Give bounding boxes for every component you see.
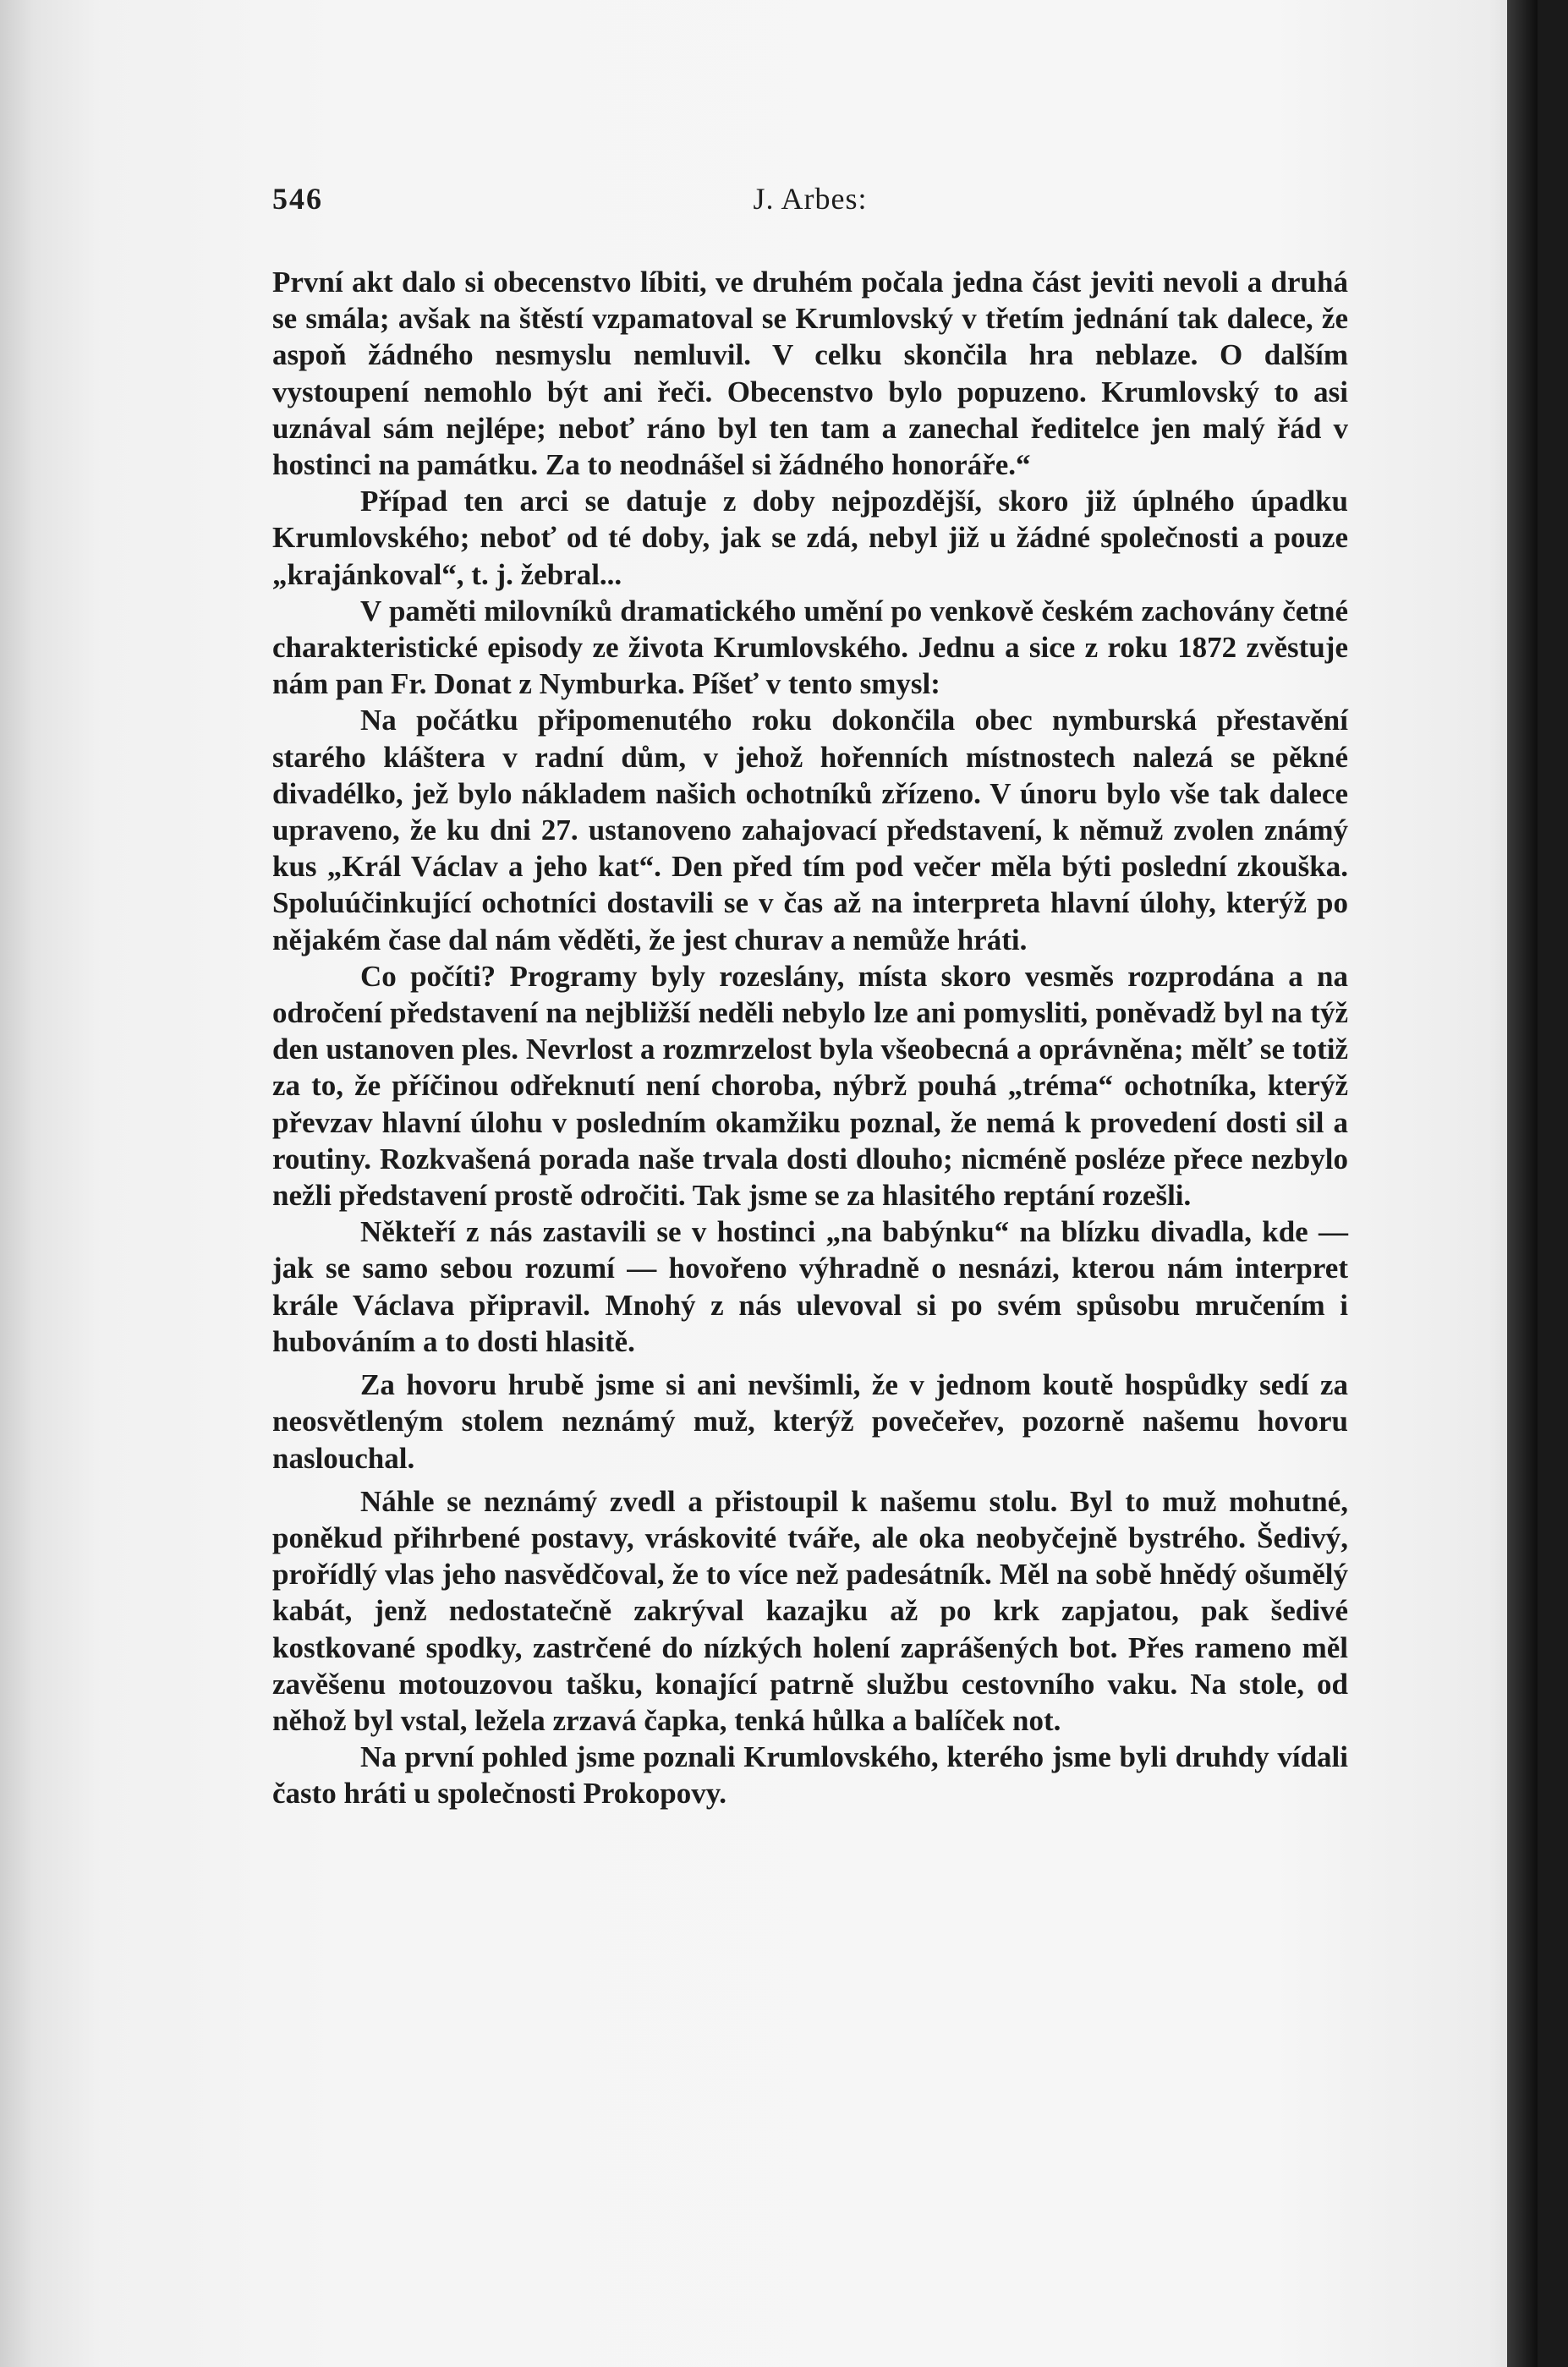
page-header	[272, 181, 1348, 232]
paragraph: Někteří z nás zastavili se v hostinci „na babýnku“ na blízku divadla, kde — jak se samo sebou rozumí — hovořeno výhradně o nesnázi, kterou nám interpret krále Václava připravil. Mnohý z nás ulevoval si po svém spůsobu mručením i hubováním a to dosti hlasitě.	[272, 1215, 1348, 1358]
paragraph: Za hovoru hrubě jsme si ani nevšimli, že v jednom koutě hospůdky sedí za neosvětleným stolem neznámý muž, kterýž povečeřev, pozorně našemu hovoru naslouchal.	[272, 1368, 1348, 1475]
paragraph: Co počíti? Programy byly rozeslány, místa skoro vesměs rozprodána a na odročení představení na nejbližší neděli nebylo lze ani pomysliti, poněvadž byl na týž den ustanoven ples. Nevrlost a rozmrzelost byla všeobecná a oprávněna; mělť se totiž za to, že příčinou odřeknutí není choroba, nýbrž pouhá „tréma“ ochotníka, kterýž převzav hlavní úlohu v posledním okamžiku poznal, že nemá k provedení dosti sil a routiny. Rozkvašená porada naše trvala dosti dlouho; nicméně posléze přece nezbylo nežli představení prostě odročiti. Tak jsme se za hlasitého reptání rozešli.	[272, 959, 1348, 1213]
paragraph: První akt dalo si obecenstvo líbiti, ve druhém počala jedna část jeviti nevoli a druhá se smála; avšak na štěstí vzpamatoval se Krumlovský v třetím jednání tak dalece, že aspoň žádného nesmyslu nemluvil. V celku skončila hra neblaze. O dalším vystoupení nemohlo být ani řeči. Obecenstvo bylo popuzeno. Krumlovský to asi uznával sám nejlépe; neboť ráno byl ten tam a zanechal ředitelce jen malý řád v hostinci na památku. Za to neodnášel si žádného honoráře.“	[272, 266, 1348, 482]
paragraph: Případ ten arci se datuje z doby nejpozdější, skoro již úplného úpadku Krumlovského; neboť od té doby, jak se zdá, nebyl již u žádné společnosti a pouze „krajánkoval“, t. j. žebral...	[272, 485, 1348, 591]
page-number: 546	[272, 182, 323, 216]
paragraph: V paměti milovníků dramatického umění po venkově českém zachovány četné charakteristické episody ze života Krumlovského. Jednu a sice z roku 1872 zvěstuje nám pan Fr. Donat z Nymburka. Píšeť v tento smysl:	[272, 594, 1348, 701]
paragraph: Na počátku připomenutého roku dokončila obec nymburská přestavění starého kláštera v radní dům, v jehož hořenních místnostech nalezá se pěkné divadélko, jež bylo nákladem našich ochotníků zřízeno. V únoru bylo vše tak dalece upraveno, že ku dni 27. ustanoveno zahajovací představení, k němuž zvolen známý kus „Král Václav a jeho kat“. Den před tím pod večer měla býti poslední zkouška. Spoluúčinkující ochotníci dostavili se v čas až na interpreta hlavní úlohy, kterýž po nějakém čase dal nám věděti, že jest churav a nemůže hráti.	[272, 704, 1348, 956]
body-text	[272, 264, 1348, 1812]
paragraph: Náhle se neznámý zvedl a přistoupil k našemu stolu. Byl to muž mohutné, poněkud přihrbené postavy, vráskovité tváře, ale oka neobyčejně bystrého. Šedivý, prořídlý vlas jeho nasvědčoval, že to více než padesátník. Měl na sobě hnědý ošumělý kabát, jenž nedostatečně zakrýval kazajku až po krk zapjatou, pak šedivé kostkované spodky, zastrčené do nízkých holení zaprášených bot. Přes rameno měl zavěšenu motouzovou tašku, konající patrně službu cestovního vaku. Na stole, od něhož byl vstal, ležela zrzavá čapka, tenká hůlka a balíček not.	[272, 1484, 1348, 1737]
page-edge-shadow	[1507, 0, 1538, 2367]
running-title: J. Arbes:	[753, 182, 868, 216]
paragraph: Na první pohled jsme poznali Krumlovského, kterého jsme byli druhdy vídali často hráti u společnosti Prokopovy.	[272, 1740, 1348, 1811]
